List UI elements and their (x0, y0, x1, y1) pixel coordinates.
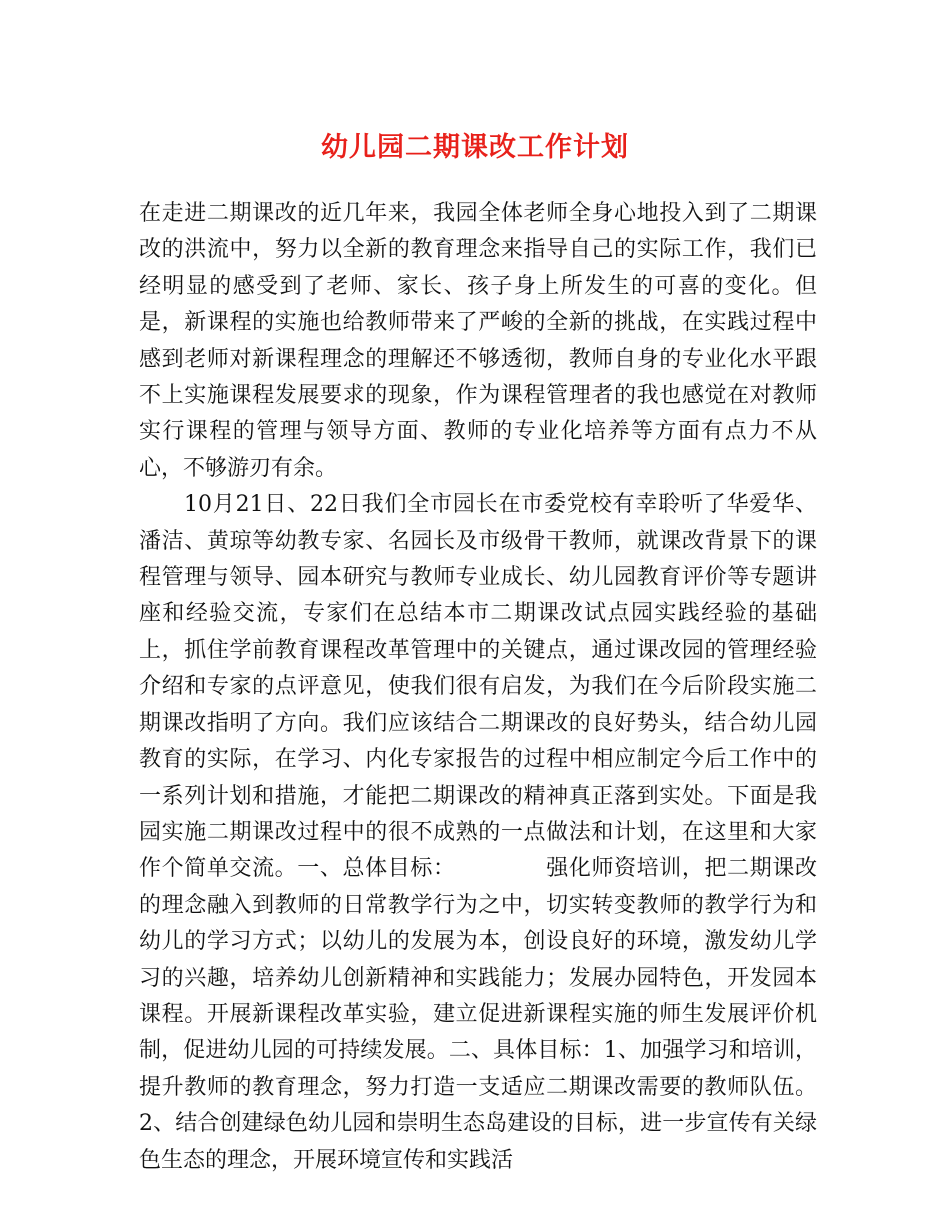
paragraph-intro: 在走进二期课改的近几年来，我园全体老师全身心地投入到了二期课改的洪流中，努力以全新的教育理念来指导自己的实际工作，我们已经明显的感受到了老师、家长、孩子身上所发生的可喜的变化。但是，新课程的实施也给教师带来了严峻的全新的挑战，在实践过程中感到老师对新课程理念的理解还不够透彻，教师自身的专业化水平跟不上实施课程发展要求的现象，作为课程管理者的我也感觉在对教师实行课程的管理与领导方面、教师的专业化培养等方面有点力不从心，不够游刃有余。 (139, 201, 817, 481)
paragraph-main-part1: 10月21日、22日我们全市园长在市委党校有幸聆听了华爱华、潘洁、黄琼等幼教专家、名园长及市级骨干教师，就课改背景下的课程管理与领导、园本研究与教师专业成长、幼儿园教育评价等专题讲座和经验交流，专家们在总结本市二期课改试点园实践经验的基础上，抓住学前教育课程改革管理中的关键点，通过课改园的管理经验介绍和专家的点评意见，使我们很有启发，为我们在今后阶段实施二期课改指明了方向。我们应该结合二期课改的良好势头，结合幼儿园教育的实际，在学习、内化专家报告的过程中相应制定今后工作中的一系列计划和措施，才能把二期课改的精神真正落到实处。下面是我园实施二期课改过程中的很不成熟的一点做法和计划，在这里和大家作个简单交流。一、总体目标： (139, 492, 817, 882)
document-body (139, 196, 817, 1179)
document-title: 幼儿园二期课改工作计划 (321, 132, 629, 163)
paragraph-main-part2: 强化师资培训，把二期课改的理念融入到教师的日常教学行为之中，切实转变教师的教学行为和幼儿的学习方式；以幼儿的发展为本，创设良好的环境，激发幼儿学习的兴趣，培养幼儿创新精神和实践能力；发展办园特色，开发园本课程。开展新课程改革实验，建立促进新课程实施的师生发展评价机制，促进幼儿园的可持续发展。二、具体目标：1、加强学习和培训，提升教师的教育理念，努力打造一支适应二期课改需要的教师队伍。2、结合创建绿色幼儿园和崇明生态岛建设的目标，进一步宣传有关绿色生态的理念，开展环境宣传和实践活 (139, 856, 817, 1173)
paragraph-main (139, 487, 817, 1179)
